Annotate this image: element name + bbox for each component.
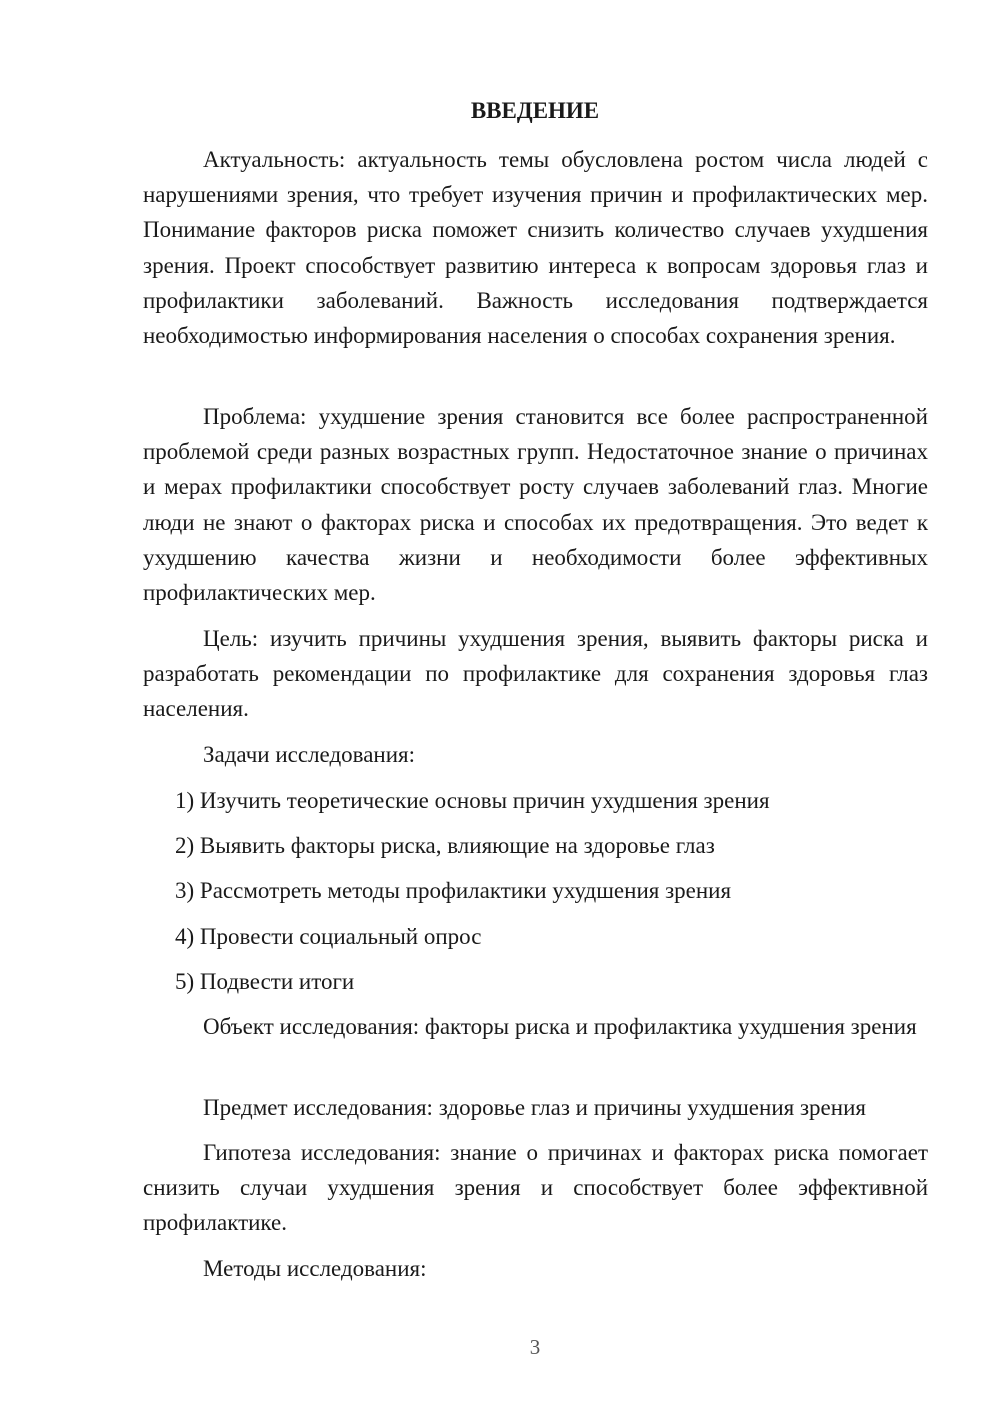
page-number: 3 [529,1335,541,1359]
object-paragraph: Объект исследования: факторы риска и профилактика ухудшения зрения [203,1014,917,1039]
subject-paragraph: Предмет исследования: здоровье глаз и причины ухудшения зрения [203,1095,866,1120]
task-item-3: 3) Рассмотреть методы профилактики ухудшения зрения [175,878,732,903]
task-item-4: 4) Провести социальный опрос [175,924,482,949]
page-title: ВВЕДЕНИЕ [470,98,600,123]
tasks-title: Задачи исследования: [203,742,416,767]
task-item-2: 2) Выявить факторы риска, влияющие на здоровье глаз [175,833,715,858]
problem-paragraph: Проблема: ухудшение зрения становится все более распространенной проблемой среди разных возрастных групп. Недостаточное знание о причинах и мерах профилактики способствует росту случаев заболеваний глаз. Многие люди не знают о факторах риска и способах их предотвращения. Это ведет к ухудшению качества жизни и необходимости более эффективных профилактических мер. [143,404,928,606]
task-item-1: 1) Изучить теоретические основы причин ухудшения зрения [175,788,770,813]
task-item-5: 5) Подвести итоги [175,969,355,994]
actuality-paragraph: Актуальность: актуальность темы обусловлена ростом числа людей с нарушениями зрения, что требует изучения причин и профилактических мер. Понимание факторов риска поможет снизить количество случаев ухудшения зрения. Проект способствует развитию интереса к вопросам здоровья глаз и профилактики заболеваний. Важность исследования подтверждается необходимостью информирования населения о способах сохранения зрения. [143,147,928,349]
methods-title: Методы исследования: [203,1256,427,1281]
goal-paragraph: Цель: изучить причины ухудшения зрения, выявить факторы риска и разработать рекомендации по профилактике для сохранения здоровья глаз населения. [143,626,928,722]
hypothesis-paragraph: Гипотеза исследования: знание о причинах и факторах риска помогает снизить случаи ухудшения зрения и способствует более эффективной профилактике. [143,1140,928,1236]
